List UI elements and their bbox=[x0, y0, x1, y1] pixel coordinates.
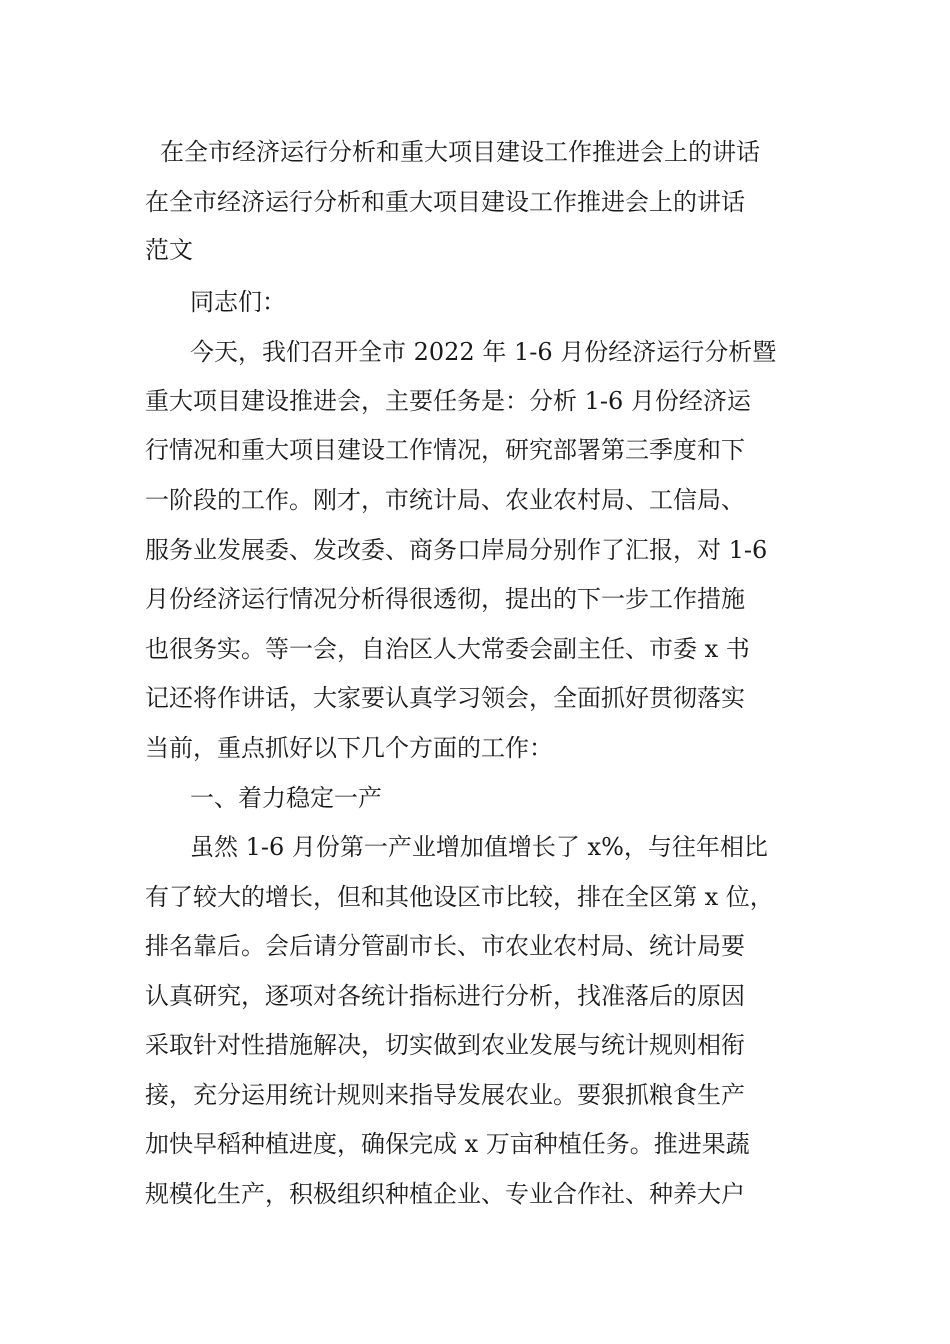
paragraph1-line: 也很务实。等一会，自治区人大常委会副主任、市委 x 书 bbox=[145, 635, 750, 663]
doc-title-line-3: 范文 bbox=[145, 236, 193, 264]
salutation: 同志们： bbox=[190, 288, 286, 316]
paragraph1-line: 行情况和重大项目建设工作情况，研究部署第三季度和下 bbox=[145, 436, 745, 464]
doc-title-line-2: 在全市经济运行分析和重大项目建设工作推进会上的讲话 bbox=[145, 188, 745, 216]
paragraph2-line: 加快早稻种植进度，确保完成 x 万亩种植任务。推进果蔬 bbox=[145, 1130, 750, 1158]
paragraph2-line: 排名靠后。会后请分管副市长、市农业农村局、统计局要 bbox=[145, 932, 745, 960]
paragraph2-line: 有了较大的增长，但和其他设区市比较，排在全区第 x 位， bbox=[145, 883, 774, 911]
paragraph1-line: 服务业发展委、发改委、商务口岸局分别作了汇报，对 1-6 bbox=[145, 536, 768, 564]
section-heading-1: 一、着力稳定一产 bbox=[190, 784, 382, 812]
paragraph1-line: 月份经济运行情况分析得很透彻，提出的下一步工作措施 bbox=[145, 585, 745, 613]
paragraph1-line: 今天，我们召开全市 2022 年 1-6 月份经济运行分析暨 bbox=[190, 338, 777, 366]
paragraph1-line: 一阶段的工作。刚才，市统计局、农业农村局、工信局、 bbox=[145, 486, 745, 514]
paragraph1-line: 记还将作讲话，大家要认真学习领会，全面抓好贯彻落实 bbox=[145, 684, 745, 712]
paragraph2-line: 采取针对性措施解决，切实做到农业发展与统计规则相衔 bbox=[145, 1031, 745, 1059]
paragraph1-line: 当前，重点抓好以下几个方面的工作： bbox=[145, 734, 553, 762]
paragraph2-line: 规模化生产，积极组织种植企业、专业合作社、种养大户 bbox=[145, 1180, 745, 1208]
paragraph1-line: 重大项目建设推进会，主要任务是：分析 1-6 月份经济运 bbox=[145, 387, 751, 415]
paragraph2-line: 认真研究，逐项对各统计指标进行分析，找准落后的原因 bbox=[145, 982, 745, 1010]
paragraph2-line: 接，充分运用统计规则来指导发展农业。要狠抓粮食生产 bbox=[145, 1081, 745, 1109]
doc-title-line-1: 在全市经济运行分析和重大项目建设工作推进会上的讲话 bbox=[160, 138, 760, 166]
paragraph2-line: 虽然 1-6 月份第一产业增加值增长了 x%，与往年相比 bbox=[190, 833, 768, 861]
